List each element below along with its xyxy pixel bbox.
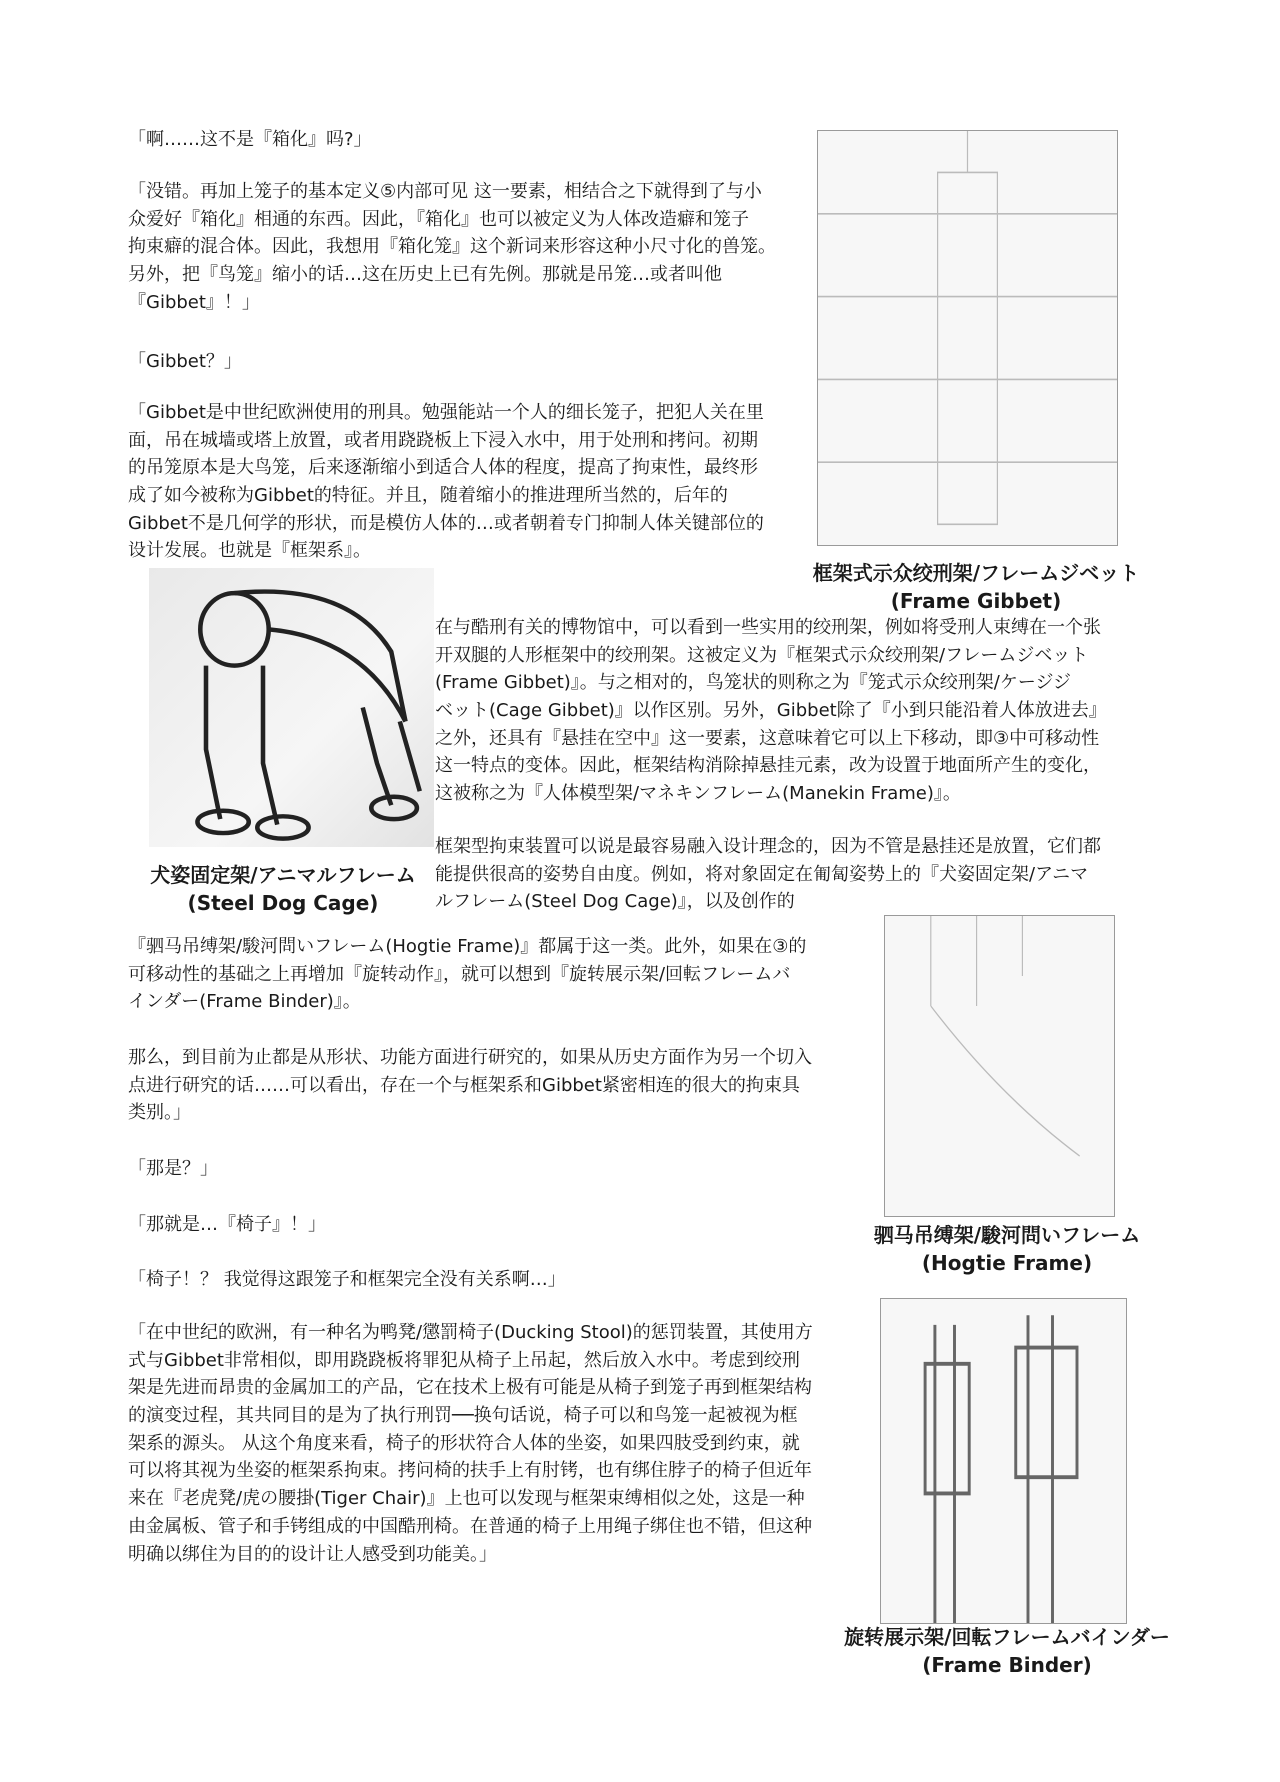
paragraph-6 [435,833,1101,916]
text-line: 类别。」 [128,1102,191,1124]
paragraph-8 [128,1044,812,1127]
text-line: 开双腿的人形框架中的绞刑架。这被定义为『框架式示众绞刑架/フレームジベット [435,644,1089,666]
paragraph-1 [128,126,372,154]
text-line: 『Gibbet』！」 [128,291,260,313]
text-line: 众爱好『箱化』相通的东西。因此，『箱化』也可以被定义为人体改造癖和笼子 [128,208,749,230]
paragraph-9 [128,1155,218,1183]
text-line: 成了如今被称为Gibbet的特征。并且，随着缩小的推进理所当然的，后年的 [128,485,728,507]
text-line: 可以将其视为坐姿的框架系拘束。拷问椅的扶手上有肘铐，也有绑住脖子的椅子但近年 [128,1460,812,1482]
text-line: 另外，把『鸟笼』缩小的话…这在历史上已有先例。那就是吊笼…或者叫他 [128,264,722,286]
paragraph-4 [128,399,764,565]
text-line: 之外，还具有『悬挂在空中』这一要素，这意味着它可以上下移动，即③中可移动性 [435,727,1100,749]
text-line: 架系的源头。 从这个角度来看，椅子的形状符合人体的坐姿，如果四肢受到约束，就 [128,1432,800,1454]
text-line: 框架型拘束装置可以说是最容易融入设计理念的，因为不管是悬挂还是放置，它们都 [435,836,1101,857]
paragraph-5 [435,614,1107,808]
hogtie-frame-illustration [884,915,1115,1217]
text-line: ルフレーム(Steel Dog Cage)』，以及创作的 [435,891,795,913]
text-line: 「在中世纪的欧洲，有一种名为鸭凳/懲罰椅子(Ducking Stool)的惩罚装置，其使用方 [128,1322,813,1343]
text-line: 的演变过程，其共同目的是为了执行刑罚──换句话说，椅子可以和鸟笼一起被视为框 [128,1405,798,1427]
paragraph-10 [128,1211,326,1239]
text-line: 点进行研究的话……可以看出，存在一个与框架系和Gibbet紧密相连的很大的拘束具 [128,1074,800,1096]
text-line: インダー(Frame Binder)』。 [128,991,361,1013]
text-line: 明确以绑住为目的的设计让人感受到功能美。」 [128,1543,497,1565]
frame-gibbet-caption: 框架式示众绞刑架/フレームジベット (Frame Gibbet) [812,561,1140,613]
text-line: 这被称之为『人体模型架/マネキンフレーム(Manekin Frame)』。 [435,783,961,805]
text-line: 「那就是…『椅子』！」 [128,1214,326,1235]
text-line: 「啊……这不是『箱化』吗?」 [128,129,372,150]
text-line: 「没错。再加上笼子的基本定义⑤内部可见 这一要素，相结合之下就得到了与小 [128,181,762,202]
paragraph-3 [128,348,242,376]
dog-cage-photo [149,568,434,847]
dog-cage-caption: 犬姿固定架/アニマルフレーム (Steel Dog Cage) [150,863,416,915]
paragraph-12 [128,1319,813,1568]
paragraph-11 [128,1266,566,1294]
frame-binder-illustration [880,1298,1127,1624]
paragraph-7 [128,933,806,1016]
frame-gibbet-illustration [817,130,1118,546]
text-line: 设计发展。也就是『框架系』。 [128,540,371,562]
text-line: 这一特点的变体。因此，框架结构消除掉悬挂元素，改为设置于地面所产生的变化， [435,755,1101,777]
text-line: 由金属板、管子和手铐组成的中国酷刑椅。在普通的椅子上用绳子绑住也不错，但这种 [128,1515,812,1537]
text-line: 「椅子！？ 我觉得这跟笼子和框架完全没有关系啊…」 [128,1269,566,1290]
text-line: 式与Gibbet非常相似，即用跷跷板将罪犯从椅子上吊起，然后放入水中。考虑到绞刑 [128,1349,800,1371]
text-line: 架是先进而昂贵的金属加工的产品，它在技术上极有可能是从椅子到笼子再到框架结构 [128,1377,812,1399]
frame-binder-caption: 旋转展示架/回転フレームバインダー (Frame Binder) [844,1625,1170,1677]
text-line: (Frame Gibbet)』。与之相对的，鸟笼状的则称之为『笼式示众绞刑架/ケージジ [435,672,1072,694]
paragraph-2 [128,178,776,316]
text-line: 能提供很高的姿势自由度。例如，将对象固定在匍匐姿势上的『犬姿固定架/アニマ [435,863,1089,885]
text-line: 『驷马吊缚架/駿河問いフレーム(Hogtie Frame)』都属于这一类。此外，如果在③的 [128,936,807,957]
text-line: 可移动性的基础之上再增加『旋转动作』，就可以想到『旋转展示架/回転フレームバ [128,963,791,985]
text-line: 在与酷刑有关的博物馆中，可以看到一些实用的绞刑架，例如将受刑人束缚在一个张 [435,617,1101,638]
text-line: 「Gibbet是中世纪欧洲使用的刑具。勉强能站一个人的细长笼子，把犯人关在里 [128,402,764,423]
hogtie-frame-caption: 驷马吊缚架/駿河問いフレーム (Hogtie Frame) [873,1223,1141,1275]
text-line: 的吊笼原本是大鸟笼，后来逐渐缩小到适合人体的程度，提高了拘束性，最终形 [128,457,758,479]
text-line: Gibbet不是几何学的形状，而是模仿人体的…或者朝着专门抑制人体关键部位的 [128,512,764,534]
text-line: 「Gibbet？」 [128,351,242,372]
text-line: 面，吊在城墙或塔上放置，或者用跷跷板上下浸入水中，用于处刑和拷问。初期 [128,429,758,451]
text-line: 来在『老虎凳/虎の腰掛(Tiger Chair)』上也可以发现与框架束缚相似之处，这是一种 [128,1488,805,1510]
text-line: 拘束癖的混合体。因此，我想用『箱化笼』这个新词来形容这种小尺寸化的兽笼。 [128,236,776,258]
text-line: 那么，到目前为止都是从形状、功能方面进行研究的，如果从历史方面作为另一个切入 [128,1047,812,1068]
text-line: 「那是？」 [128,1158,218,1179]
text-line: ベット(Cage Gibbet)』以作区别。另外，Gibbet除了『小到只能沿着人体放进去』 [435,700,1107,722]
